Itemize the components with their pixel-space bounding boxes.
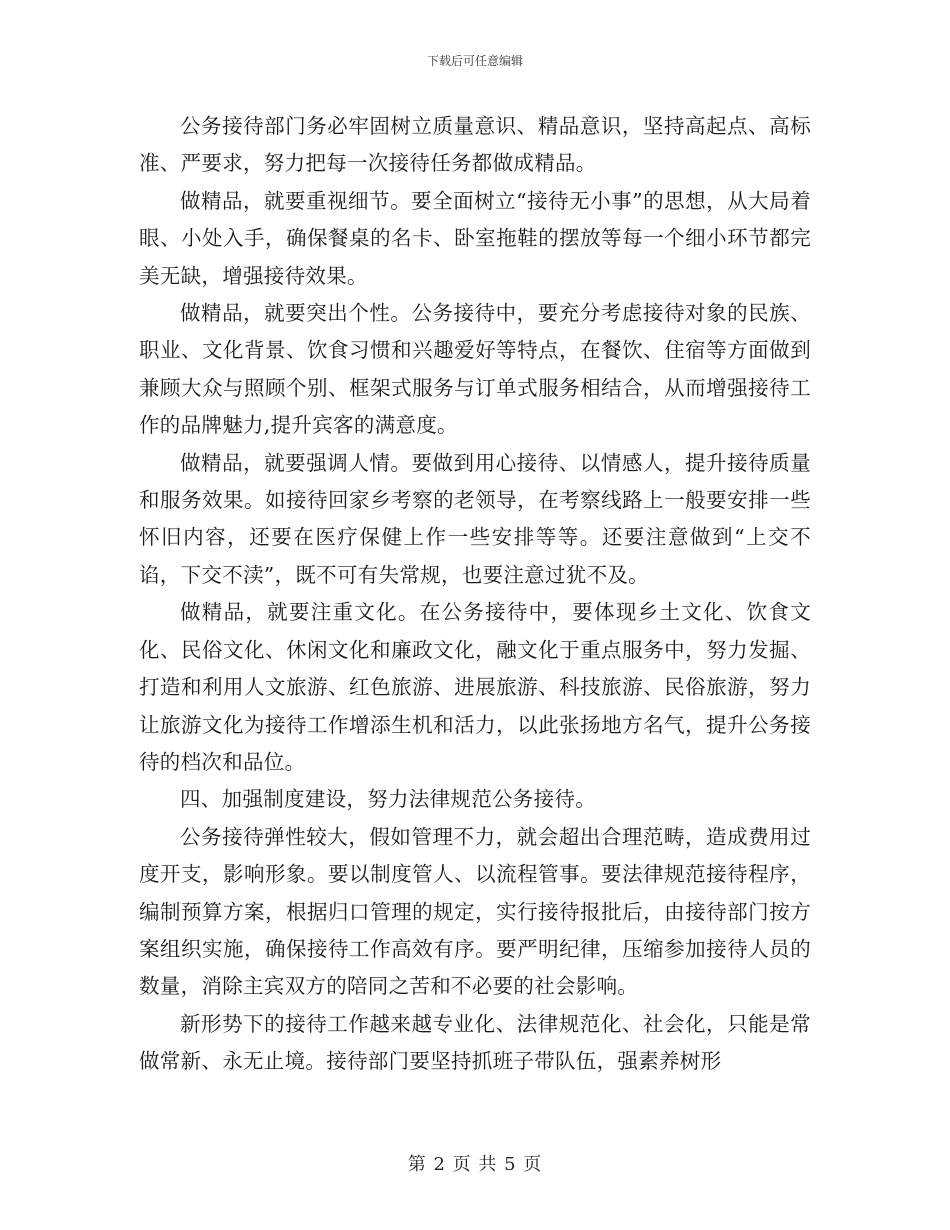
- page-footer: 第 2 页 共 5 页: [407, 1154, 543, 1175]
- section-heading: 四、加强制度建设，努力法律规范公务接待。: [180, 787, 596, 812]
- page-header: 下载后可任意编辑: [426, 54, 523, 68]
- paragraph-3: 做精品，就要突出个性。公务接待中，要充分考虑接待对象的民族、职业、文化背景、饮食习惯和兴趣爱好等特点，在餐饮、住宿等方面做到兼顾大众与照顾个别、框架式服务与订单式服务相结合，从而增强接待工作的品牌魅力,提升宾客的满意度。: [139, 301, 811, 438]
- paragraph-2: 做精品，就要重视细节。要全面树立“接待无小事”的思想，从大局着眼、小处入手，确保餐桌的名卡、卧室拖鞋的摆放等每一个细小环节都完美无缺，增强接待效果。: [139, 188, 811, 288]
- paragraph-5: 做精品，就要注重文化。在公务接待中，要体现乡土文化、饮食文化、民俗文化、休闲文化和廉政文化，融文化于重点服务中，努力发掘、打造和利用人文旅游、红色旅游、进展旅游、科技旅游、民俗旅游，努力让旅游文化为接待工作增添生机和活力，以此张扬地方名气，提升公务接待的档次和品位。: [139, 600, 811, 774]
- document-body: [139, 108, 811, 1081]
- paragraph-6: 公务接待弹性较大，假如管理不力，就会超出合理范畴，造成费用过度开支，影响形象。要以制度管人、以流程管事。要法律规范接待程序，编制预算方案，根据归口管理的规定，实行接待报批后，由接待部门按方案组织实施，确保接待工作高效有序。要严明纪律，压缩参加接待人员的数量，消除主宾双方的陪同之苦和不必要的社会影响。: [139, 824, 811, 999]
- paragraph-1: 公务接待部门务必牢固树立质量意识、精品意识，坚持高起点、高标准、严要求，努力把每一次接待任务都做成精品。: [139, 114, 811, 176]
- paragraph-4: 做精品，就要强调人情。要做到用心接待、以情感人，提升接待质量和服务效果。如接待回家乡考察的老领导，在考察线路上一般要安排一些怀旧内容，还要在医疗保健上作一些安排等等。还要注意做到“上交不谄，下交不渎”，既不可有失常规，也要注意过犹不及。: [139, 450, 811, 587]
- paragraph-7: 新形势下的接待工作越来越专业化、法律规范化、社会化，只能是常做常新、永无止境。接待部门要坚持抓班子带队伍，强素养树形: [139, 1011, 811, 1074]
